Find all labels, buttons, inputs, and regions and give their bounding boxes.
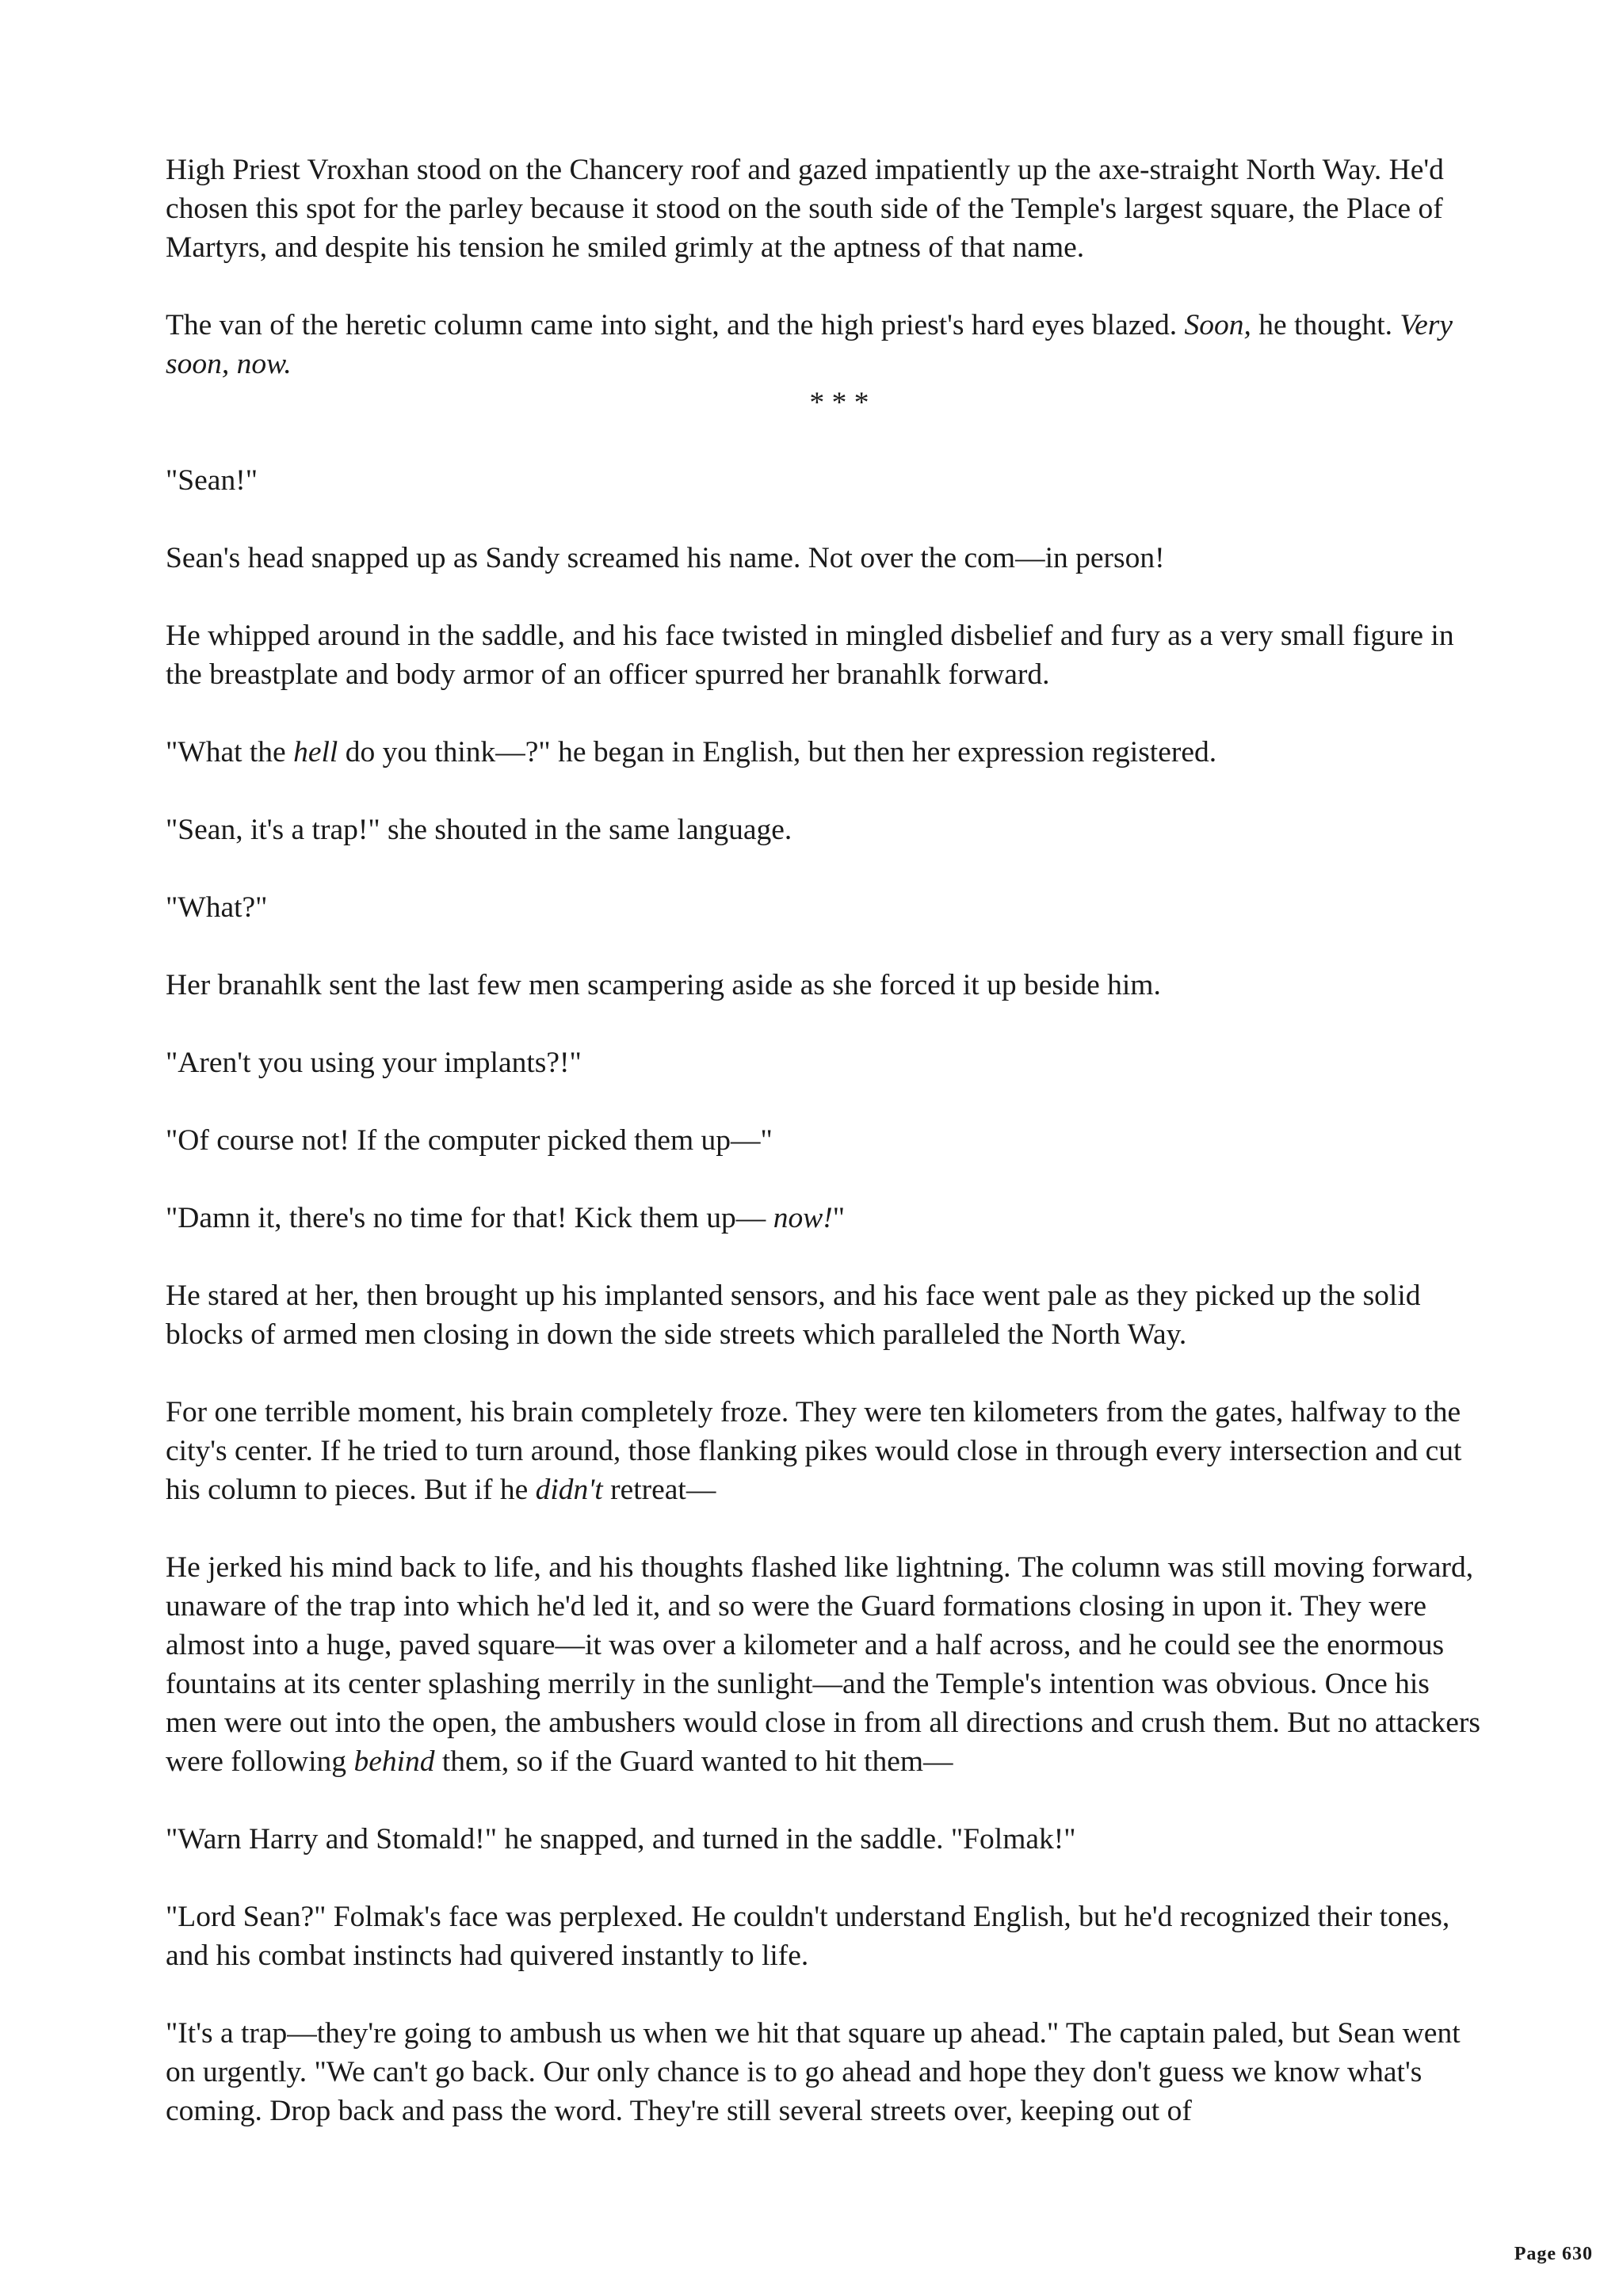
text-run: High Priest Vroxhan stood on the Chancery roof and gazed impatiently up the axe-straight North Way. He'd chosen this spot for the parley because it stood on the south side of the Temple's largest square, the Place of Martyrs, and despite his tension he smiled grimly at the aptness of that name.: [166, 154, 1444, 264]
text-run: "Aren't you using your implants?!": [166, 1047, 582, 1079]
text-run: "Warn Harry and Stomald!" he snapped, and turned in the saddle. "Folmak!": [166, 1823, 1076, 1855]
paragraph: [166, 306, 1481, 383]
italic-text: Soon,: [1184, 309, 1251, 341]
text-run: He jerked his mind back to life, and his thoughts flashed like lightning. The column was still moving forward, unaware of the trap into which he'd led it, and so were the Guard formations closing in upon it. They were almost into a huge, paved square—it was over a kilometer and a half across, and he could see the enormous fountains at its center splashing merrily in the sunlight—and the Temple's intention was obvious. Once his men were out into the open, the ambushers would close in from all directions and crush them. But no attackers were following: [166, 1551, 1480, 1778]
italic-text: hell: [293, 736, 338, 769]
text-run: "What?": [166, 891, 268, 924]
paragraph: [166, 1199, 1481, 1238]
text-run: Her branahlk sent the last few men scampering aside as she forced it up beside him.: [166, 969, 1161, 1001]
text-run: he thought.: [1251, 309, 1400, 341]
text-run: do you think—?" he began in English, but then her expression registered.: [338, 736, 1217, 769]
text-run: He stared at her, then brought up his implanted sensors, and his face went pale as they picked up the solid blocks of armed men closing in down the side streets which paralleled the North Way.: [166, 1280, 1421, 1351]
section-separator: * * *: [809, 387, 869, 419]
paragraph: [166, 1897, 1481, 1975]
paragraph: [166, 1043, 1481, 1082]
text-run: For one terrible moment, his brain completely froze. They were ten kilometers from the gates, halfway to the city's center. If he tried to turn around, those flanking pikes would close in through every intersection and cut his column to pieces. But if he: [166, 1396, 1462, 1506]
text-run: "Lord Sean?" Folmak's face was perplexed. He couldn't understand English, but he'd recognized their tones, and his combat instincts had quivered instantly to life.: [166, 1901, 1450, 1972]
paragraph: [166, 1121, 1481, 1160]
text-run: Sean's head snapped up as Sandy screamed his name. Not over the com—in person!: [166, 542, 1165, 574]
italic-text: behind: [353, 1745, 435, 1778]
paragraph: [166, 1548, 1481, 1781]
paragraph: [166, 1276, 1481, 1354]
italic-text: now!: [773, 1202, 833, 1234]
paragraph: [166, 616, 1481, 694]
text-run: ": [832, 1202, 845, 1234]
text-run: retreat—: [602, 1474, 716, 1506]
page-body: [166, 151, 1481, 2169]
paragraph: [166, 966, 1481, 1005]
paragraph: [166, 1393, 1481, 1509]
text-run: "Sean, it's a trap!" she shouted in the same language.: [166, 814, 792, 846]
paragraph: [166, 810, 1481, 849]
text-run: "Damn it, there's no time for that! Kick them up—: [166, 1202, 773, 1234]
paragraph: [166, 733, 1481, 772]
italic-text: Very soon, now.: [166, 309, 1453, 380]
paragraph: [166, 461, 1481, 500]
text-run: them, so if the Guard wanted to hit them—: [434, 1745, 953, 1778]
paragraph: [166, 888, 1481, 927]
paragraph: [166, 1820, 1481, 1859]
italic-text: didn't: [535, 1474, 603, 1506]
text-run: "Of course not! If the computer picked them up—": [166, 1124, 773, 1157]
text-run: "Sean!": [166, 464, 258, 497]
page-number: Page 630: [1514, 2244, 1593, 2264]
text-run: "It's a trap—they're going to ambush us when we hit that square up ahead." The captain paled, but Sean went on urgently. "We can't go back. Our only chance is to go ahead and hope they don't guess we know what's coming. Drop back and pass the word. They're still several streets over, keeping out of: [166, 2017, 1461, 2127]
text-run: The van of the heretic column came into sight, and the high priest's hard eyes blazed.: [166, 309, 1185, 341]
text-run: "What the: [166, 736, 294, 769]
paragraph: [166, 539, 1481, 578]
paragraph: [166, 151, 1481, 267]
text-run: He whipped around in the saddle, and his face twisted in mingled disbelief and fury as a very small figure in the breastplate and body armor of an officer spurred her branahlk forward.: [166, 620, 1454, 691]
paragraph: [166, 2014, 1481, 2130]
